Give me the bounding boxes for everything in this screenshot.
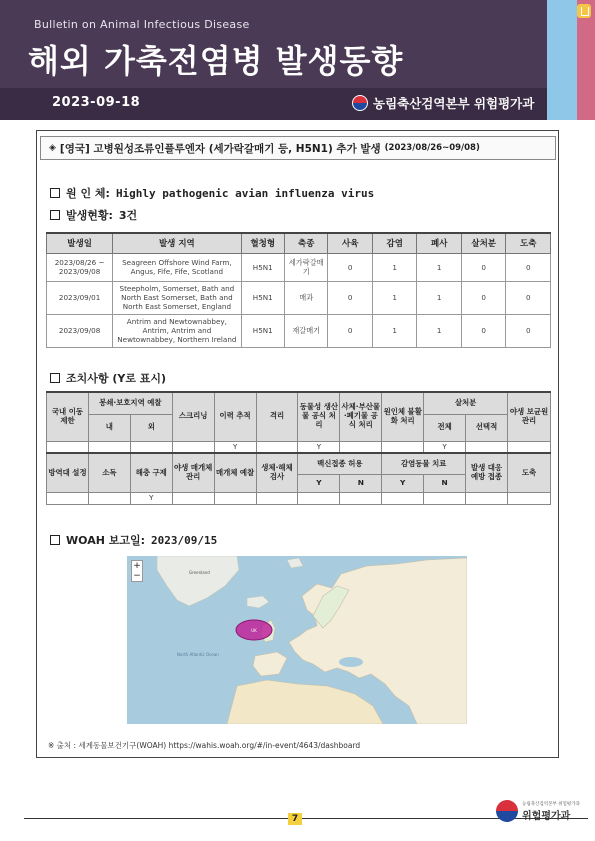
cell-mark: Y bbox=[214, 441, 256, 453]
cell-mark: Y bbox=[424, 441, 466, 453]
col-header: 야생 매개체 관리 bbox=[172, 453, 214, 493]
issue-date: 2023-09-18 bbox=[52, 95, 141, 110]
cell-dead: 1 bbox=[417, 314, 462, 347]
cell-date: 2023/08/26 ~ 2023/09/08 bbox=[47, 253, 113, 281]
col-header: 외 bbox=[130, 414, 172, 441]
cause-label: 원 인 체: bbox=[66, 187, 110, 200]
cell-mark bbox=[466, 441, 508, 453]
col-header: Y bbox=[298, 475, 340, 493]
col-header: 선택적 bbox=[466, 414, 508, 441]
cell-mark bbox=[382, 441, 424, 453]
cell-region: Seagreen Offshore Wind Farm, Angus, Fife, Fife, Scotland bbox=[113, 253, 241, 281]
cell-raised: 0 bbox=[328, 314, 373, 347]
col-header: 이력 추적 bbox=[214, 392, 256, 441]
woah-date: 2023/09/15 bbox=[151, 533, 218, 547]
cell-mark bbox=[88, 493, 130, 504]
cell-slaughtered: 0 bbox=[506, 281, 551, 314]
cell-date: 2023/09/08 bbox=[47, 314, 113, 347]
col-header: 발생 지역 bbox=[113, 233, 241, 253]
cell-region: Steepholm, Somerset, Bath and North East Somerset, Bath and North East Somerset, England bbox=[113, 281, 241, 314]
source-note: ※ 출처 : 세계동물보건기구(WOAH) https://wahis.woah.org/#/in-event/4643/dashboard bbox=[48, 741, 361, 750]
footer-logo bbox=[496, 800, 580, 822]
cell-mark bbox=[340, 493, 382, 504]
col-header: 전체 bbox=[424, 414, 466, 441]
col-header: 도축 bbox=[507, 453, 550, 493]
cell-culled: 0 bbox=[461, 281, 506, 314]
diamond-icon: ◈ bbox=[49, 143, 56, 153]
col-header: 국내 이동 제한 bbox=[47, 392, 89, 441]
section-title bbox=[40, 136, 556, 160]
map-label-greenland: Greenland bbox=[189, 570, 210, 575]
greenland-landmass bbox=[157, 556, 239, 606]
cell-slaughtered: 0 bbox=[506, 314, 551, 347]
cell-mark bbox=[507, 493, 550, 504]
cell-mark bbox=[214, 493, 256, 504]
col-header: N bbox=[424, 475, 466, 493]
section-period: (2023/08/26~09/08) bbox=[384, 143, 480, 153]
col-header: 야생 보균원 관리 bbox=[507, 392, 550, 441]
table-row bbox=[47, 441, 551, 453]
table-row bbox=[47, 281, 551, 314]
col-header: 매개체 예찰 bbox=[214, 453, 256, 493]
table-row bbox=[47, 493, 551, 504]
bulletin-label: Bulletin on Animal Infectious Disease bbox=[34, 18, 250, 31]
cell-mark bbox=[47, 441, 89, 453]
section-title-text: [영국] 고병원성조류인플루엔자 (세가락갈매기 등, H5N1) 추가 발생 bbox=[59, 142, 381, 155]
outbreak-table bbox=[46, 232, 551, 348]
bookmark-icon bbox=[577, 4, 591, 18]
col-header: 원인체 불활화 처리 bbox=[382, 392, 424, 441]
cell-mark bbox=[88, 441, 130, 453]
cell-dead: 1 bbox=[417, 253, 462, 281]
cell-raised: 0 bbox=[328, 253, 373, 281]
checkbox-icon bbox=[50, 188, 60, 198]
cell-mark bbox=[172, 441, 214, 453]
woah-row bbox=[50, 532, 217, 548]
cell-mark: Y bbox=[130, 493, 172, 504]
col-header: 내 bbox=[88, 414, 130, 441]
cell-dead: 1 bbox=[417, 281, 462, 314]
table-row bbox=[47, 253, 551, 281]
col-header: 방역대 설정 bbox=[47, 453, 89, 493]
cell-mark bbox=[172, 493, 214, 504]
black-sea bbox=[339, 657, 363, 667]
cell-serotype: H5N1 bbox=[241, 281, 284, 314]
footer-logo-text bbox=[522, 801, 580, 822]
col-header: 동물성 생산물 공식 처리 bbox=[298, 392, 340, 441]
checkbox-icon bbox=[50, 210, 60, 220]
cell-species: 세가락갈매기 bbox=[285, 253, 328, 281]
iberia-landmass bbox=[253, 652, 287, 676]
cell-mark: Y bbox=[298, 441, 340, 453]
svalbard-landmass bbox=[287, 558, 303, 568]
zoom-control[interactable]: + − bbox=[131, 560, 143, 582]
status-value: 3건 bbox=[118, 209, 138, 222]
checkbox-icon bbox=[50, 535, 60, 545]
cell-region: Antrim and Newtownabbey, Antrim, Antrim and Newtownabbey, Northern Ireland bbox=[113, 314, 241, 347]
col-header: 스크리닝 bbox=[172, 392, 214, 441]
agency-name: 농림축산검역본부 위험평가과 bbox=[373, 96, 535, 111]
cell-serotype: H5N1 bbox=[241, 314, 284, 347]
col-header: 사체·부산물·폐기물 공식 처리 bbox=[340, 392, 382, 441]
government-emblem-icon bbox=[496, 800, 518, 822]
woah-label: WOAH 보고일: bbox=[66, 534, 146, 547]
cell-raised: 0 bbox=[328, 281, 373, 314]
col-header: 살처분 bbox=[424, 392, 508, 414]
cell-mark bbox=[382, 493, 424, 504]
col-header: 봉쇄·보호지역 예찰 bbox=[88, 392, 172, 414]
cell-mark bbox=[340, 441, 382, 453]
checkbox-icon bbox=[50, 373, 60, 383]
cell-infected: 1 bbox=[372, 314, 417, 347]
cell-mark bbox=[298, 493, 340, 504]
cell-mark bbox=[466, 493, 508, 504]
cell-date: 2023/09/01 bbox=[47, 281, 113, 314]
map-graphic bbox=[127, 556, 467, 724]
cell-infected: 1 bbox=[372, 253, 417, 281]
table-row bbox=[47, 314, 551, 347]
col-header: 도축 bbox=[506, 233, 551, 253]
col-header: 격리 bbox=[256, 392, 298, 441]
col-header: N bbox=[340, 475, 382, 493]
col-header: 감염동물 치료 bbox=[382, 453, 466, 475]
col-header: 소독 bbox=[88, 453, 130, 493]
mediterranean-sea bbox=[279, 670, 347, 684]
cell-mark bbox=[256, 493, 298, 504]
status-label: 발생현황: bbox=[66, 209, 113, 222]
header-accent-pink bbox=[577, 0, 595, 120]
measures-table bbox=[46, 391, 551, 505]
outbreak-marker-label: UK bbox=[251, 628, 257, 633]
col-header: 축종 bbox=[285, 233, 328, 253]
government-emblem-icon bbox=[352, 95, 368, 111]
col-header: Y bbox=[382, 475, 424, 493]
footer-logo-small: 농림축산검역본부 위험평가과 bbox=[522, 801, 580, 807]
cell-mark bbox=[507, 441, 550, 453]
iceland-landmass bbox=[247, 596, 269, 608]
col-header: 혈청형 bbox=[241, 233, 284, 253]
col-header: 발생 대응 예방 접종 bbox=[466, 453, 508, 493]
page-title: 해외 가축전염병 발생동향 bbox=[28, 42, 404, 80]
map-label-ocean: North Atlantic Ocean bbox=[177, 652, 219, 657]
africa-landmass bbox=[227, 680, 383, 724]
cell-infected: 1 bbox=[372, 281, 417, 314]
cell-species: 매과 bbox=[285, 281, 328, 314]
measures-row bbox=[50, 370, 166, 386]
cell-slaughtered: 0 bbox=[506, 253, 551, 281]
col-header: 발생일 bbox=[47, 233, 113, 253]
cause-value: Highly pathogenic avian influenza virus bbox=[115, 186, 375, 200]
col-header: 감염 bbox=[372, 233, 417, 253]
status-row bbox=[50, 207, 137, 223]
cell-mark bbox=[256, 441, 298, 453]
col-header: 해충 구제 bbox=[130, 453, 172, 493]
measures-label: 조치사항 (Y로 표시) bbox=[66, 372, 167, 385]
col-header: 폐사 bbox=[417, 233, 462, 253]
cell-mark bbox=[130, 441, 172, 453]
cell-culled: 0 bbox=[461, 314, 506, 347]
agency-label bbox=[352, 94, 534, 112]
cell-mark bbox=[47, 493, 89, 504]
page-number: 7 bbox=[288, 813, 302, 825]
col-header: 백신접종 허용 bbox=[298, 453, 382, 475]
cell-culled: 0 bbox=[461, 253, 506, 281]
outbreak-map[interactable] bbox=[127, 556, 467, 724]
cause-row bbox=[50, 185, 374, 201]
cell-mark bbox=[424, 493, 466, 504]
footer-logo-big: 위험평가과 bbox=[522, 810, 571, 822]
cell-species: 재갈매기 bbox=[285, 314, 328, 347]
col-header: 사육 bbox=[328, 233, 373, 253]
col-header: 살처분 bbox=[461, 233, 506, 253]
col-header: 생체·해체 검사 bbox=[256, 453, 298, 493]
cell-serotype: H5N1 bbox=[241, 253, 284, 281]
